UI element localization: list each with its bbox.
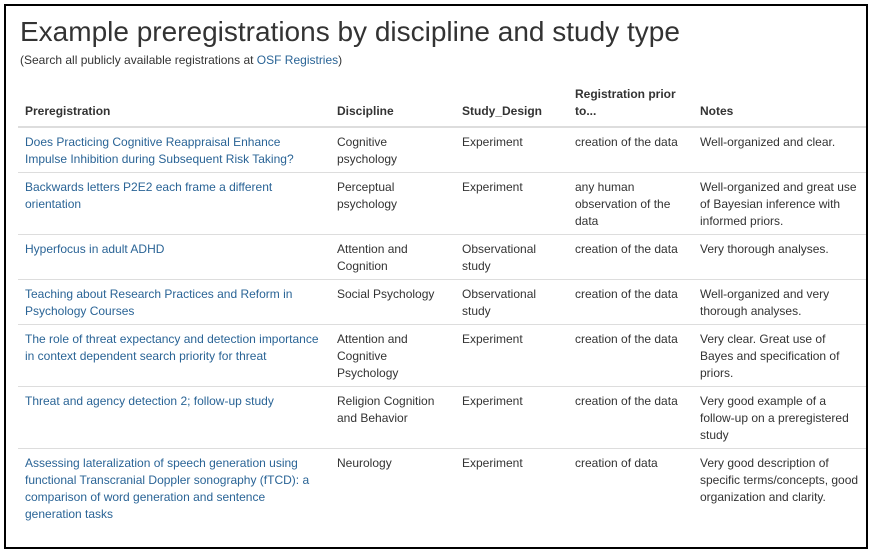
cell-notes: Well-organized and very thorough analyses.: [693, 280, 867, 325]
cell-notes: Very clear. Great use of Bayes and specification of priors.: [693, 325, 867, 387]
preregistration-link[interactable]: Teaching about Research Practices and Reform in Psychology Courses: [25, 287, 293, 318]
preregistration-link[interactable]: Backwards letters P2E2 each frame a different orientation: [25, 180, 273, 211]
table-header-row: [18, 82, 867, 127]
cell-study-design: Experiment: [455, 173, 568, 235]
header-study-design: Study_Design: [455, 82, 568, 127]
cell-notes: Very good example of a follow-up on a preregistered study: [693, 387, 867, 449]
table-row: [18, 173, 867, 235]
search-note-suffix: ): [338, 53, 343, 67]
cell-discipline: Religion Cognition and Behavior: [330, 387, 455, 449]
preregistration-link[interactable]: The role of threat expectancy and detection importance in context dependent search priority for threat: [25, 332, 319, 363]
cell-discipline: Neurology: [330, 449, 455, 528]
cell-prior-to: creation of data: [568, 449, 693, 528]
table-row: [18, 127, 867, 173]
cell-study-design: Experiment: [455, 387, 568, 449]
cell-preregistration: [18, 173, 330, 235]
cell-discipline: Perceptual psychology: [330, 173, 455, 235]
cell-notes: Very thorough analyses.: [693, 235, 867, 280]
preregistration-link[interactable]: Threat and agency detection 2; follow-up study: [25, 394, 274, 408]
cell-preregistration: [18, 235, 330, 280]
content-frame: [4, 4, 868, 549]
cell-study-design: Experiment: [462, 135, 523, 149]
page-title: Example preregistrations by discipline and study type: [20, 16, 680, 47]
cell-discipline: Social Psychology: [330, 280, 455, 325]
cell-study-design: Observational study: [455, 280, 568, 325]
table-row: [18, 449, 867, 528]
cell-preregistration: [18, 325, 330, 387]
cell-prior-to: creation of the data: [568, 387, 693, 449]
cell-prior-to: any human observation of the data: [568, 173, 693, 235]
cell-preregistration: [18, 387, 330, 449]
cell-discipline: Attention and Cognition: [330, 235, 455, 280]
preregistration-link[interactable]: Does Practicing Cognitive Reappraisal Enhance Impulse Inhibition during Subsequent Risk Taking?: [25, 135, 294, 166]
cell-preregistration: [18, 280, 330, 325]
table-row: [18, 280, 867, 325]
header-notes: Notes: [693, 82, 867, 127]
cell-study-design: Observational study: [455, 235, 568, 280]
cell-prior-to: creation of the data: [568, 235, 693, 280]
cell-study-design: Experiment: [455, 449, 568, 528]
cell-prior-to: creation of the data: [575, 135, 678, 149]
osf-registries-link[interactable]: OSF Registries: [256, 53, 339, 67]
preregistration-link[interactable]: Assessing lateralization of speech generation using functional Transcranial Doppler sonography (fTCD): a comparison of word generation and sentence generation tasks: [25, 456, 310, 521]
cell-notes: Very good description of specific terms/concepts, good organization and clarity.: [693, 449, 867, 528]
cell-study-design: Experiment: [455, 325, 568, 387]
table-row: [18, 387, 867, 449]
cell-discipline: Attention and Cognitive Psychology: [330, 325, 455, 387]
header-discipline: Discipline: [330, 82, 455, 127]
cell-preregistration: [18, 449, 330, 528]
cell-prior-to: creation of the data: [568, 325, 693, 387]
preregistrations-table: [18, 82, 867, 527]
table-row: [18, 325, 867, 387]
table-row: [18, 235, 867, 280]
header-preregistration: Preregistration: [18, 82, 330, 127]
preregistration-link[interactable]: Hyperfocus in adult ADHD: [25, 242, 165, 256]
cell-preregistration: [18, 127, 330, 173]
cell-notes: Well-organized and clear.: [700, 135, 836, 149]
cell-discipline: Cognitive psychology: [337, 135, 398, 166]
header-registration-prior-to: Registration prior to...: [568, 82, 693, 127]
search-note: [20, 53, 342, 67]
search-note-prefix: (Search all publicly available registrations at: [20, 53, 257, 67]
cell-notes: Well-organized and great use of Bayesian inference with informed priors.: [693, 173, 867, 235]
cell-prior-to: creation of the data: [568, 280, 693, 325]
